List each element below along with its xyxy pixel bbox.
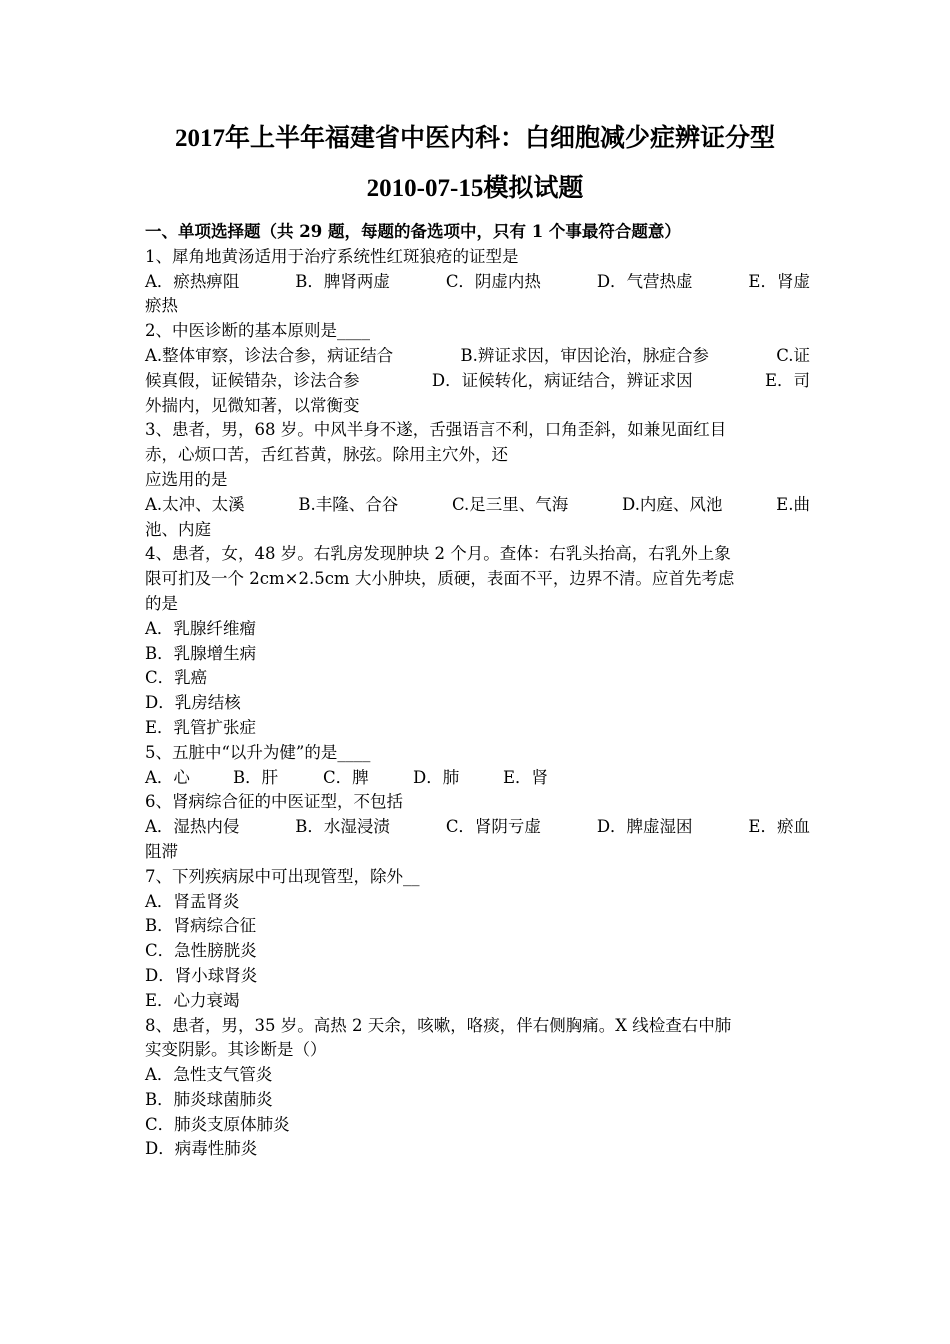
- question-8-stem-line2: 实变阴影。其诊断是（）: [145, 1040, 327, 1060]
- q2-option-c-start: C.证: [776, 345, 810, 365]
- question-6-stem: 6、肾病综合征的中医证型，不包括: [145, 792, 403, 812]
- question-1-stem: 1、犀角地黄汤适用于治疗系统性红斑狼疮的证型是: [145, 246, 519, 266]
- q1-option-b: B．脾肾两虚: [295, 271, 390, 291]
- q2-option-a: A.整体审察，诊法合参，病证结合: [145, 345, 394, 365]
- q8-option-d: D．病毒性肺炎: [145, 1139, 258, 1159]
- question-2-options-line1: [145, 344, 810, 369]
- question-3-options-cont: 池、内庭: [145, 519, 211, 539]
- question-1-options: [145, 270, 810, 295]
- section-heading: 一、单项选择题（共 29 题，每题的备选项中，只有 1 个事最符合题意）: [145, 222, 681, 241]
- q7-option-d: D．肾小球肾炎: [145, 965, 258, 985]
- question-3-stem-line2: 赤，心烦口苦，舌红苔黄，脉弦。除用主穴外，还: [145, 445, 508, 465]
- q7-option-e: E．心力衰竭: [145, 990, 240, 1010]
- document-title-line1: 2017年上半年福建省中医内科：白细胞减少症辨证分型: [174, 125, 775, 152]
- q8-option-b: B．肺炎球菌肺炎: [145, 1089, 273, 1109]
- q5-option-d: D．肺: [413, 767, 460, 787]
- q3-option-a: A.太冲、太溪: [145, 494, 245, 514]
- document-title-line2: 2010-07-15模拟试题: [366, 175, 584, 202]
- question-3-options: [145, 493, 810, 518]
- q2-option-c-end: 候真假，证候错杂，诊法合参: [145, 370, 360, 390]
- q5-option-e: E．肾: [503, 767, 549, 787]
- question-1-options-cont: 瘀热: [145, 296, 178, 316]
- q6-option-b: B．水湿浸渍: [295, 817, 390, 837]
- q3-option-b: B.丰隆、合谷: [298, 494, 399, 514]
- q4-option-b: B．乳腺增生病: [145, 643, 257, 663]
- q5-option-b: B．肝: [233, 767, 279, 787]
- question-4-stem-line3: 的是: [145, 593, 178, 613]
- question-2-options-line3: 外揣内，见微知著，以常衡变: [145, 395, 360, 415]
- q2-option-e-start: E．司: [764, 370, 810, 390]
- q6-option-c: C．肾阴亏虚: [445, 817, 541, 837]
- q6-option-e: E．瘀血: [748, 817, 810, 837]
- q3-option-e: E.曲: [776, 494, 810, 514]
- q7-option-b: B．肾病综合征: [145, 916, 257, 936]
- question-8-stem-line1: 8、患者，男，35 岁。高热 2 天余，咳嗽，咯痰，伴右侧胸痛。X 线检查右中肺: [145, 1015, 732, 1035]
- question-2-options-line2: [145, 369, 810, 394]
- q1-option-c: C．阴虚内热: [445, 271, 541, 291]
- question-5-options: [145, 766, 810, 791]
- question-6-options: [145, 815, 810, 840]
- q3-option-d: D.内庭、风池: [622, 494, 723, 514]
- question-3-stem-line1: 3、患者，男，68 岁。中风半身不遂，舌强语言不利，口角歪斜，如兼见面红目: [145, 420, 727, 440]
- question-5-stem: 5、五脏中“以升为健”的是____: [145, 742, 371, 762]
- q4-option-c: C．乳癌: [145, 668, 208, 688]
- q6-option-a: A．湿热内侵: [145, 817, 240, 837]
- q6-option-d: D．脾虚湿困: [596, 817, 693, 837]
- q2-option-d: D．证候转化，病证结合，辨证求因: [431, 370, 693, 390]
- q8-option-a: A．急性支气管炎: [145, 1065, 273, 1085]
- q5-option-a: A．心: [145, 767, 190, 787]
- question-2-stem: 2、中医诊断的基本原则是____: [145, 321, 370, 341]
- q1-option-e: E．肾虚: [748, 271, 810, 291]
- question-7-stem: 7、下列疾病尿中可出现管型，除外__: [145, 866, 420, 886]
- question-4-stem-line2: 限可扪及一个 2cm×2.5cm 大小肿块，质硬，表面不平，边界不清。应首先考虑: [145, 569, 735, 589]
- question-4-stem-line1: 4、患者，女，48 岁。右乳房发现肿块 2 个月。查体：右乳头抬高，右乳外上象: [145, 544, 731, 564]
- document-body: [145, 220, 810, 1162]
- q7-option-a: A．肾盂肾炎: [145, 891, 240, 911]
- question-6-options-cont: 阻滞: [145, 841, 178, 861]
- q7-option-c: C．急性膀胱炎: [145, 941, 257, 961]
- q3-option-c: C.足三里、气海: [452, 494, 569, 514]
- question-3-stem-line3: 应选用的是: [145, 469, 228, 489]
- q4-option-d: D．乳房结核: [145, 693, 241, 713]
- q1-option-d: D．气营热虚: [596, 271, 693, 291]
- q5-option-c: C．脾: [323, 767, 369, 787]
- q4-option-e: E．乳管扩张症: [145, 717, 257, 737]
- q2-option-b: B.辨证求因，审因论治，脉症合参: [460, 345, 709, 365]
- q8-option-c: C．肺炎支原体肺炎: [145, 1114, 290, 1134]
- q1-option-a: A．瘀热痹阻: [145, 271, 240, 291]
- q4-option-a: A．乳腺纤维瘤: [145, 618, 256, 638]
